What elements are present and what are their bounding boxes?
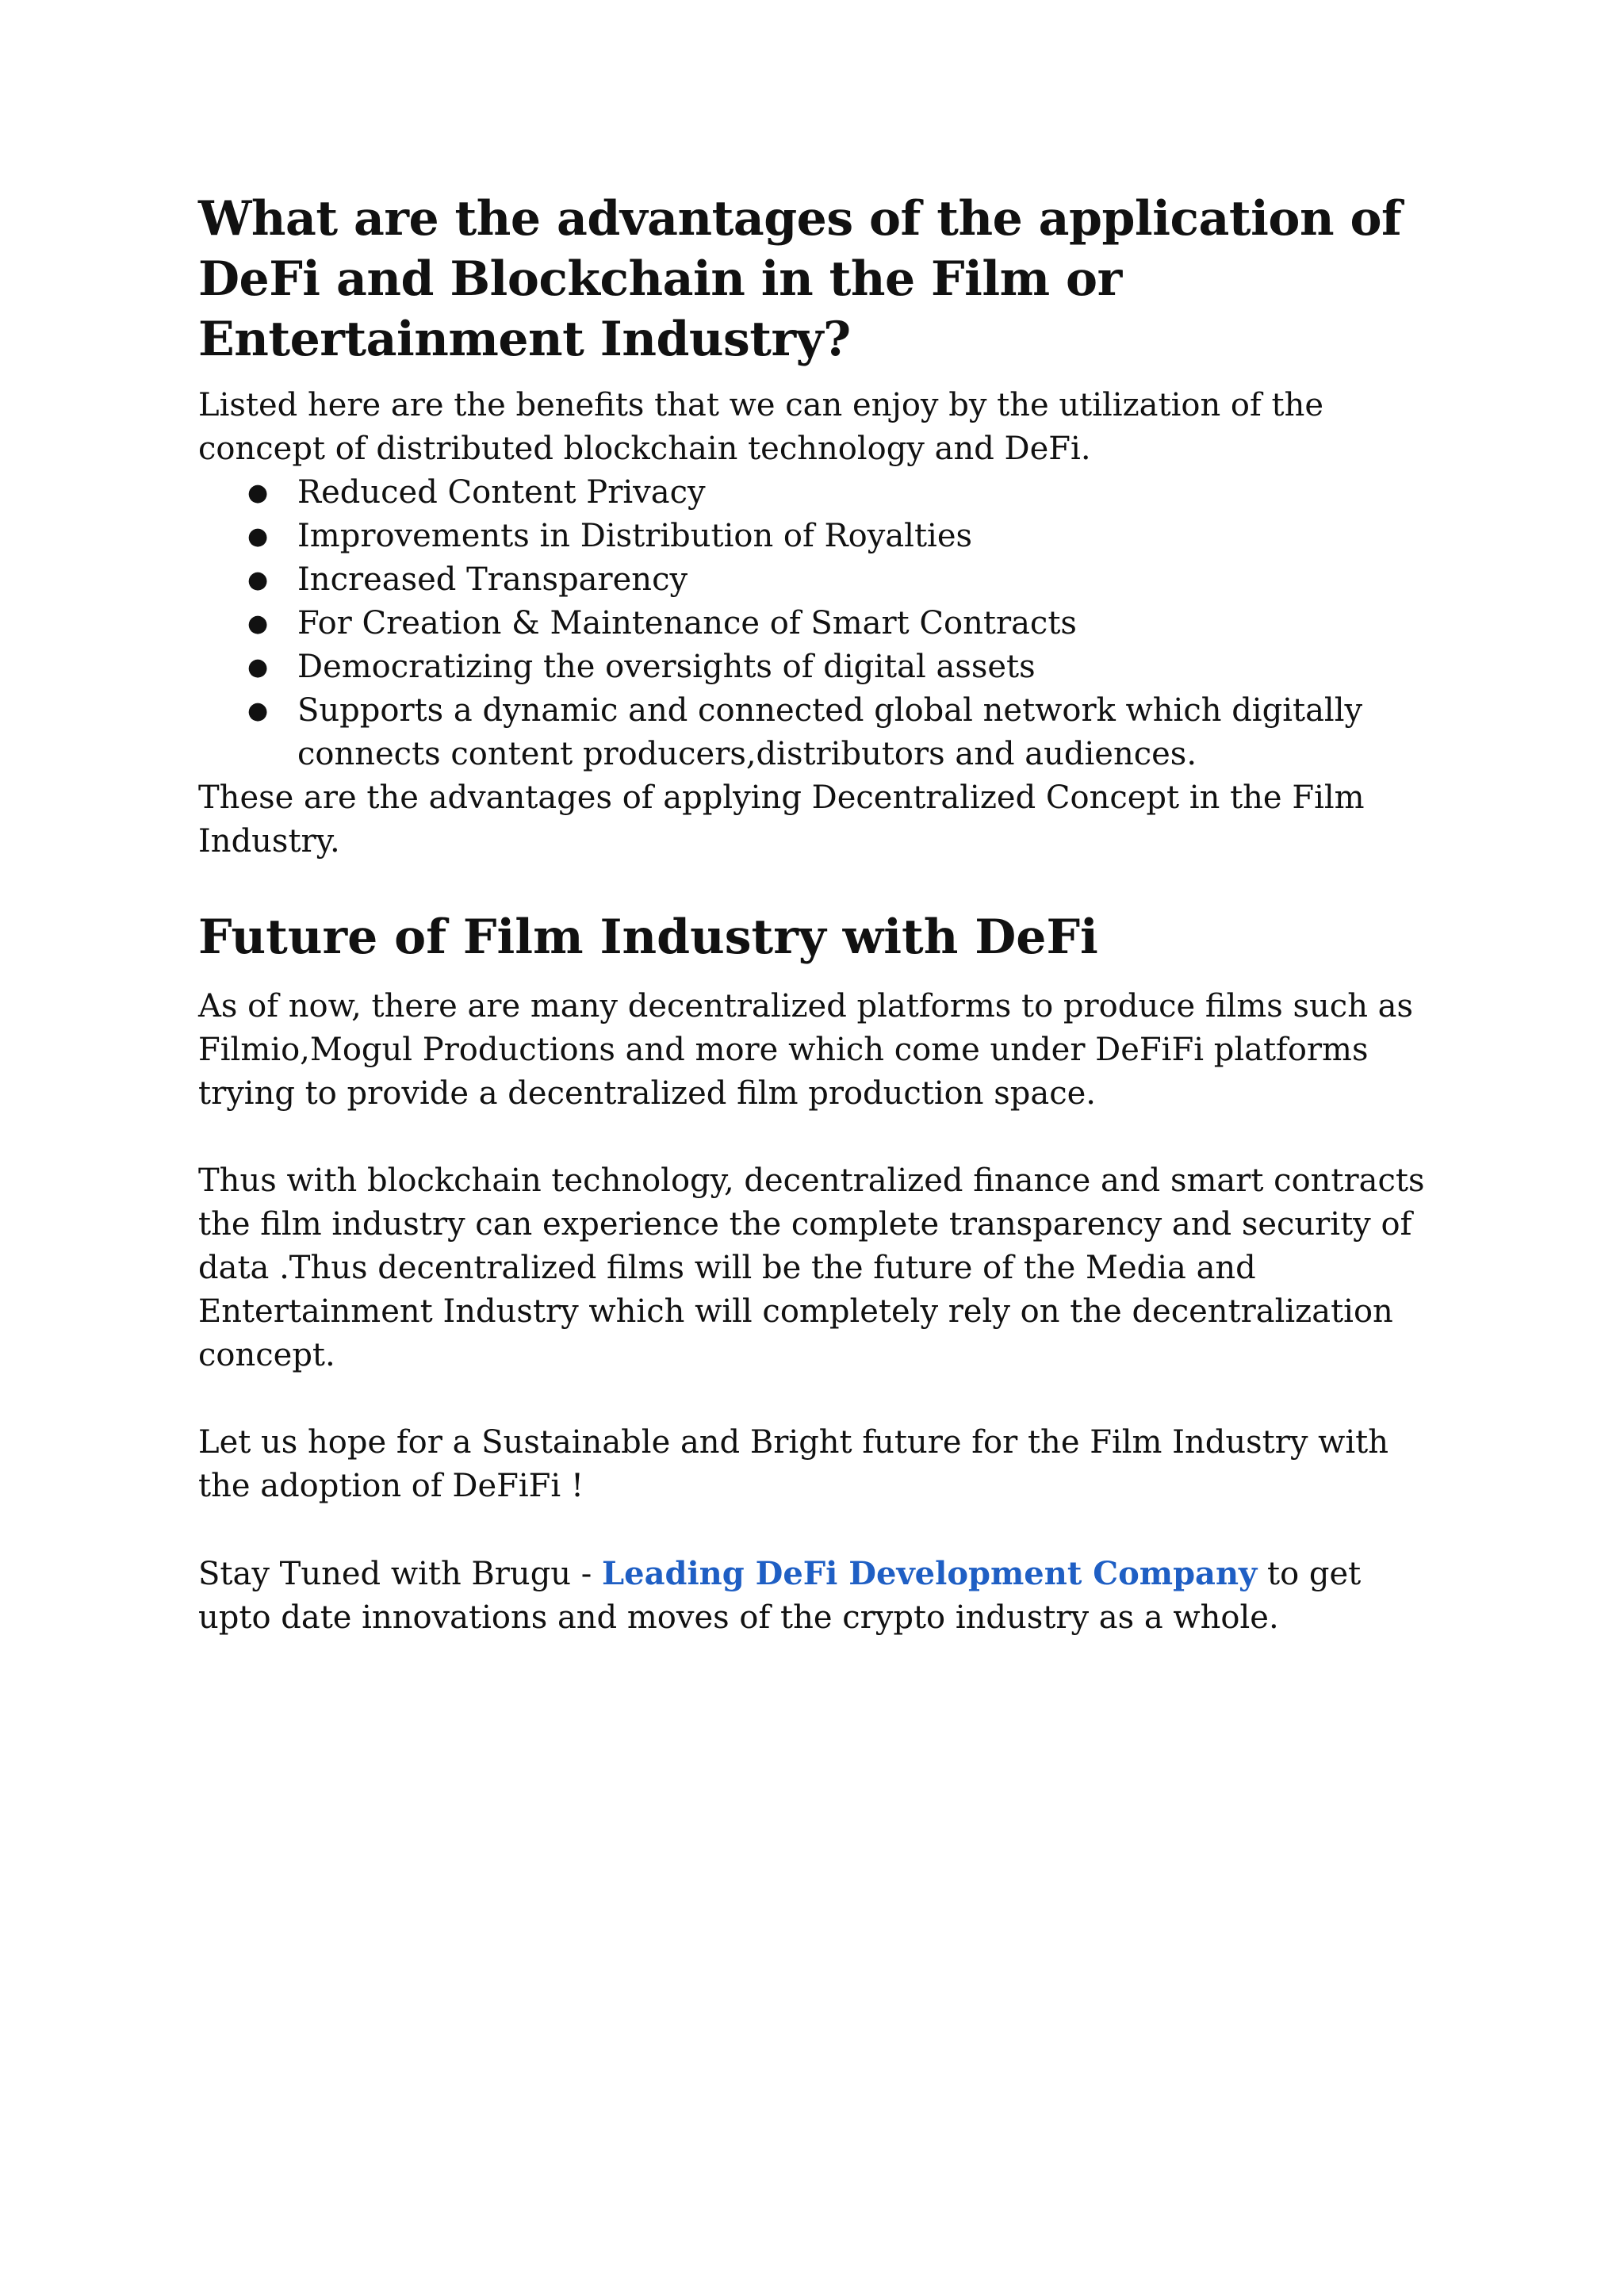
- closing-paragraph: [198, 1552, 1443, 1640]
- list-item: [198, 602, 1443, 645]
- bullet-icon: ●: [247, 479, 269, 507]
- section-heading: Future of Film Industry with DeFi: [198, 910, 1098, 965]
- closing-text-start: Stay Tuned with Brugu -: [198, 1556, 603, 1592]
- list-item-text: Improvements in Distribution of Royalties: [297, 518, 973, 554]
- list-item-text: Increased Transparency: [297, 561, 688, 598]
- bullet-icon: ●: [247, 653, 269, 681]
- closing-text-end: to get upto date innovations and moves of the crypto industry as a whole.: [198, 1556, 1362, 1636]
- list-item: [198, 471, 1443, 515]
- list-item-text: For Creation & Maintenance of Smart Contracts: [297, 605, 1077, 641]
- list-item: [198, 515, 1443, 558]
- list-item: [198, 558, 1443, 602]
- conclusion-paragraph: These are the advantages of applying Decentralized Concept in the Film Industry.: [198, 779, 1365, 860]
- list-item: [198, 645, 1443, 689]
- page-title: What are the advantages of the application of DeFi and Blockchain in the Film or Entertainment Industry?: [198, 191, 1402, 367]
- intro-paragraph: Listed here are the benefits that we can enjoy by the utilization of the concept of distributed blockchain technology and DeFi.: [198, 387, 1324, 467]
- hope-paragraph: Let us hope for a Sustainable and Bright future for the Film Industry with the adoption of DeFiFi !: [198, 1424, 1389, 1504]
- list-item-text: Reduced Content Privacy: [297, 474, 706, 511]
- list-item-text: Supports a dynamic and connected global network which digitally connects content producers,distributors and audiences.: [297, 692, 1363, 772]
- bullet-icon: ●: [247, 566, 269, 594]
- platforms-paragraph: As of now, there are many decentralized platforms to produce films such as Filmio,Mogul Productions and more which come under DeFiFi platforms trying to provide a decentralized film production space.: [198, 988, 1414, 1112]
- list-item: [198, 689, 1443, 776]
- list-item-text: Democratizing the oversights of digital assets: [297, 649, 1036, 685]
- document-page: [198, 189, 1443, 1640]
- defi-company-link[interactable]: Leading DeFi Development Company: [602, 1555, 1258, 1592]
- future-paragraph: Thus with blockchain technology, decentralized finance and smart contracts the film industry can experience the complete transparency and security of data .Thus decentralized films will be the future of the Media and Entertainment Industry which will completely rely on the decentralization concept.: [198, 1162, 1425, 1373]
- bullet-icon: ●: [247, 697, 269, 725]
- benefits-list: [198, 471, 1443, 776]
- bullet-icon: ●: [247, 610, 269, 638]
- bullet-icon: ●: [247, 523, 269, 550]
